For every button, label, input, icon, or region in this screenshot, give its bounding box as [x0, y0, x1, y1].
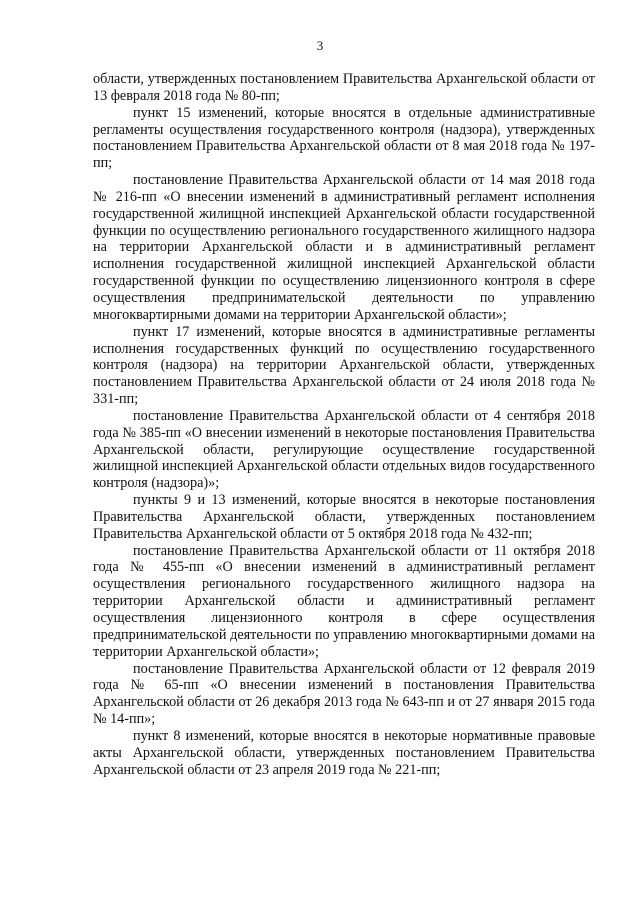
paragraph: постановление Правительства Архангельской области от 4 сентября 2018 года № 385-пп «О внесении изменений в некоторые постановления Правительства Архангельской области, регулирующие осуществление государственной жилищной инспекцией Архангельской области отдельных видов государственного контроля (надзора)»;	[93, 407, 595, 492]
paragraph: пункты 9 и 13 изменений, которые вносятся в некоторые постановления Правительства Архангельской области, утвержденных постановлением Правительства Архангельской области от 5 октября 2018 года № 432-пп;	[93, 492, 595, 542]
paragraph: постановление Правительства Архангельской области от 11 октября 2018 года № 455-пп «О внесении изменений в административный регламент осуществления регионального государственного жилищного надзора на территории Архангельской области и административный регламент осуществления лицензионного контроля в сфере осуществления предпринимательской деятельности по управлению многоквартирными домами на территории Архангельской области»;	[93, 542, 595, 660]
paragraph: пункт 8 изменений, которые вносятся в некоторые нормативные правовые акты Архангельской области, утвержденных постановлением Правительства Архангельской области от 23 апреля 2019 года № 221-пп;	[93, 727, 595, 778]
page-number: 3	[316, 38, 324, 53]
paragraph: постановление Правительства Архангельской области от 14 мая 2018 года № 216-пп «О внесении изменений в административный регламент исполнения государственной жилищной инспекцией Архангельской области государственной функции по осуществлению регионального государственного жилищного надзора на территории Архангельской области и в административный регламент исполнения государственной жилищной инспекцией Архангельской области государственной функции по осуществлению лицензионного контроля в сфере осуществления предпринимательской деятельности по управлению многоквартирными домами на территории Архангельской области»;	[93, 172, 595, 323]
paragraph: постановление Правительства Архангельской области от 12 февраля 2019 года № 65-пп «О внесении изменений в постановления Правительства Архангельской области от 26 декабря 2013 года № 643-пп и от 27 января 2015 года № 14-пп»;	[93, 660, 595, 728]
paragraph: пункт 17 изменений, которые вносятся в административные регламенты исполнения государственных функций по осуществлению государственного контроля (надзора) на территории Архангельской области, утвержденных постановлением Правительства Архангельской области от 24 июля 2018 года № 331-пп;	[93, 323, 595, 408]
paragraph: пункт 15 изменений, которые вносятся в отдельные административные регламенты осуществления государственного контроля (надзора), утвержденных постановлением Правительства Архангельской области от 8 мая 2018 года № 197-пп;	[93, 104, 595, 172]
document-body	[93, 71, 595, 778]
paragraph-continued: области, утвержденных постановлением Правительства Архангельской области от 13 февраля 2018 года № 80-пп;	[93, 71, 595, 104]
